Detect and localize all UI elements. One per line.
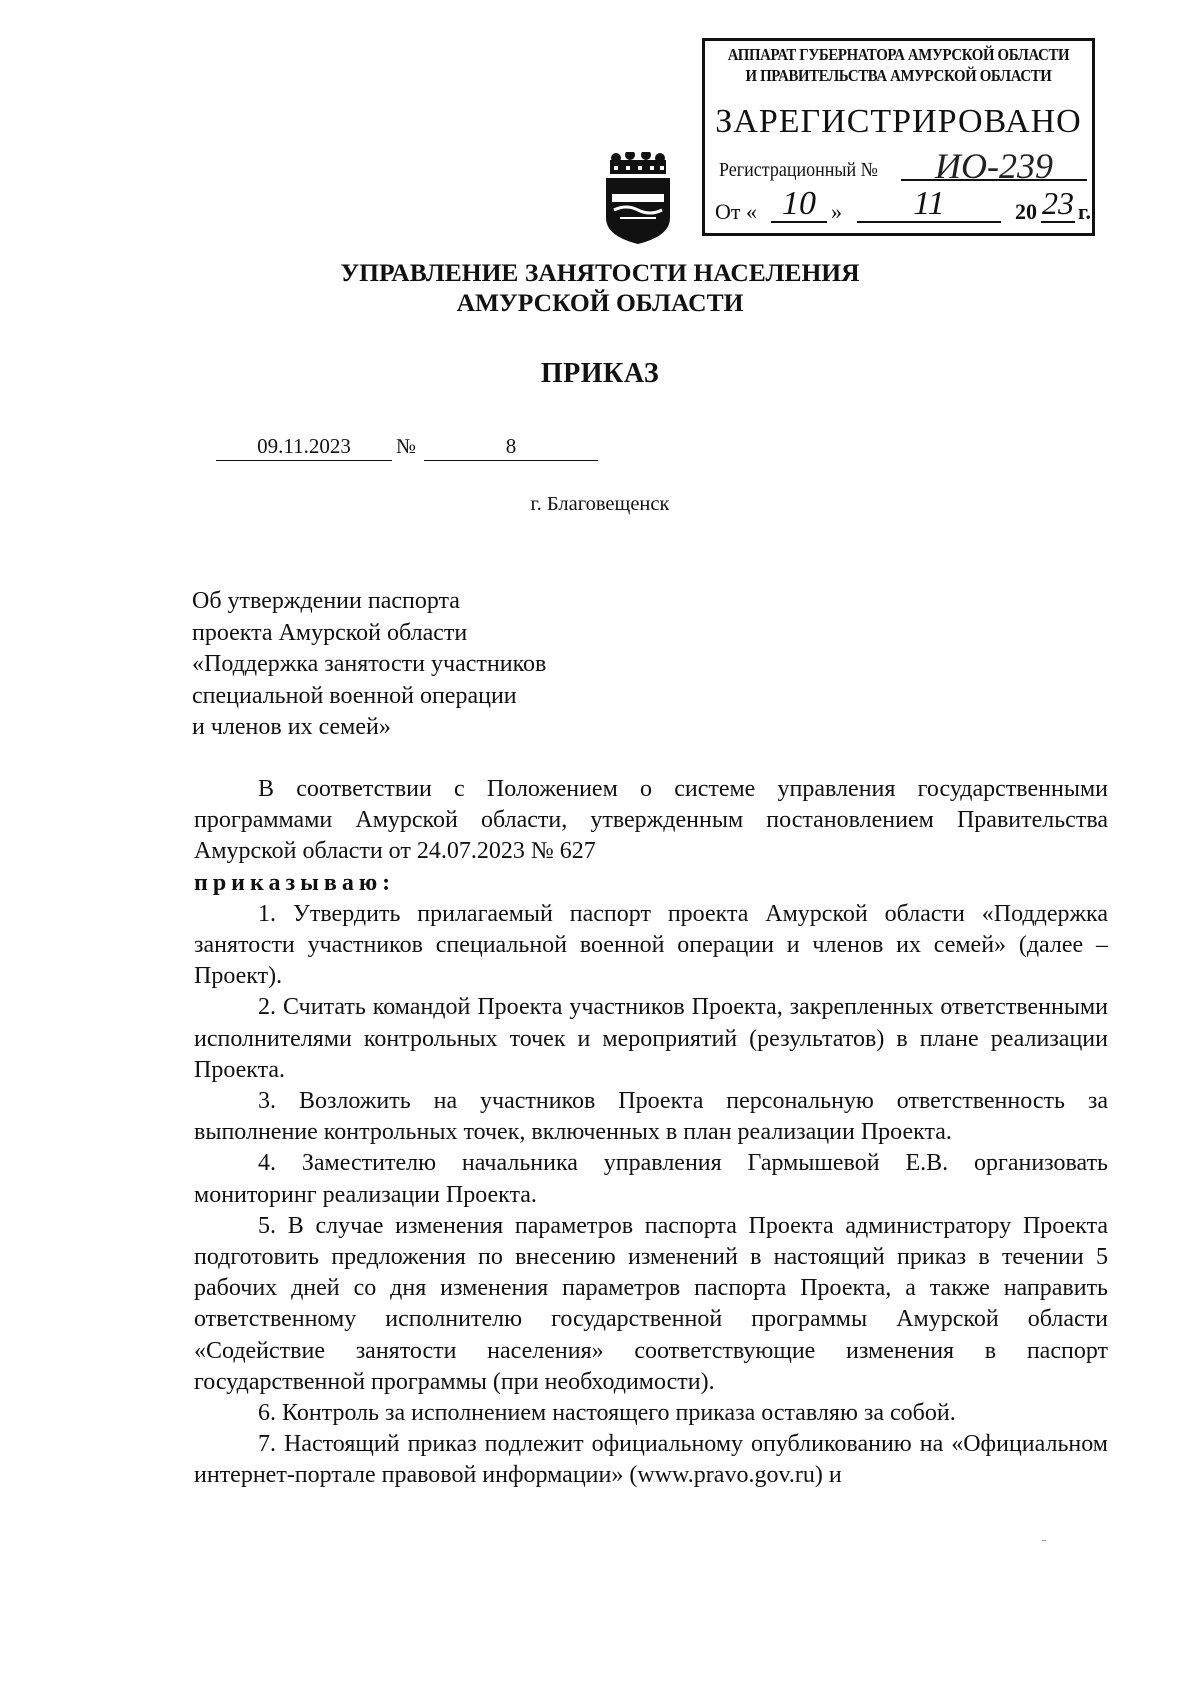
document-type-title: ПРИКАЗ xyxy=(540,358,660,389)
stamp-registered-label: ЗАРЕГИСТРИРОВАНО xyxy=(715,103,1082,140)
preamble-paragraph: В соответствии с Положением о системе управления государственными программами Амурской области, утвержденным постановлением Правительства Амурской области от 24.07.2023 № 627 xyxy=(194,776,1108,865)
order-body xyxy=(194,774,1108,1492)
organization-title xyxy=(0,258,1200,318)
coat-of-arms-icon xyxy=(600,152,676,246)
stamp-date-suffix: г. xyxy=(1078,199,1092,224)
scan-speck xyxy=(1042,1540,1046,1541)
stamp-date-year-prefix: 20 xyxy=(1015,199,1037,224)
order-number-label: № xyxy=(396,434,417,458)
stamp-org-line2: И ПРАВИТЕЛЬСТВА АМУРСКОЙ ОБЛАСТИ xyxy=(745,66,1052,85)
order-item: 4. Заместителю начальника управления Гармышевой Е.В. организовать мониторинг реализации Проекта. xyxy=(194,1150,1108,1208)
stamp-date-open: От « xyxy=(715,199,758,224)
order-date: 09.11.2023 xyxy=(216,434,392,461)
subject-line: специальной военной операции xyxy=(192,682,517,709)
order-item: 6. Контроль за исполнением настоящего приказа оставляю за собой. xyxy=(258,1400,956,1427)
subject-line: «Поддержка занятости участников xyxy=(192,651,547,677)
stamp-reg-number-value: ИО-239 xyxy=(901,145,1087,181)
registration-stamp xyxy=(702,38,1095,236)
order-item: 7. Настоящий приказ подлежит официальному опубликованию на «Официальном интернет-портале правовой информации» (www.pravo.gov.ru) и xyxy=(194,1431,1108,1489)
subject-line: проекта Амурской области xyxy=(192,619,468,646)
stamp-reg-number-label: Регистрационный № xyxy=(719,159,878,181)
order-item: 3. Возложить на участников Проекта персональную ответственность за выполнение контрольных точек, включенных в план реализации Проекта. xyxy=(194,1088,1108,1146)
stamp-date-month: 11 xyxy=(857,185,1001,223)
order-item: 5. В случае изменения параметров паспорта Проекта администратору Проекта подготовить предложения по внесению изменений в настоящий приказ в течении 5 рабочих дней со дня изменения параметров паспорта Проекта, а также направить ответственному исполнителю государственной программы Амурской области «Содействие занятости населения» соответствующие изменения в паспорт государственной программы (при необходимости). xyxy=(194,1212,1108,1395)
city-line: г. Благовещенск xyxy=(530,493,670,515)
organization-title-line1: УПРАВЛЕНИЕ ЗАНЯТОСТИ НАСЕЛЕНИЯ xyxy=(340,258,860,287)
subject-line: Об утверждении паспорта xyxy=(192,588,460,614)
subject-line: и членов их семей» xyxy=(192,714,391,740)
stamp-date-close: » xyxy=(831,199,842,224)
organization-title-line2: АМУРСКОЙ ОБЛАСТИ xyxy=(456,288,744,317)
order-item: 1. Утвердить прилагаемый паспорт проекта Амурской области «Поддержка занятости участников специальной военной операции и членов их семей» (далее – Проект). xyxy=(194,900,1108,990)
stamp-date-day: 10 xyxy=(771,185,827,223)
order-directive-word: приказываю: xyxy=(194,869,396,896)
order-subject xyxy=(192,586,712,744)
stamp-date-year: 23 xyxy=(1042,185,1074,221)
order-item: 2. Считать командой Проекта участников Проекта, закрепленных ответственными исполнителями контрольных точек и мероприятий (результатов) в плане реализации Проекта. xyxy=(194,994,1108,1083)
order-number: 8 xyxy=(424,434,598,461)
stamp-org-line1: АППАРАТ ГУБЕРНАТОРА АМУРСКОЙ ОБЛАСТИ xyxy=(727,45,1070,64)
